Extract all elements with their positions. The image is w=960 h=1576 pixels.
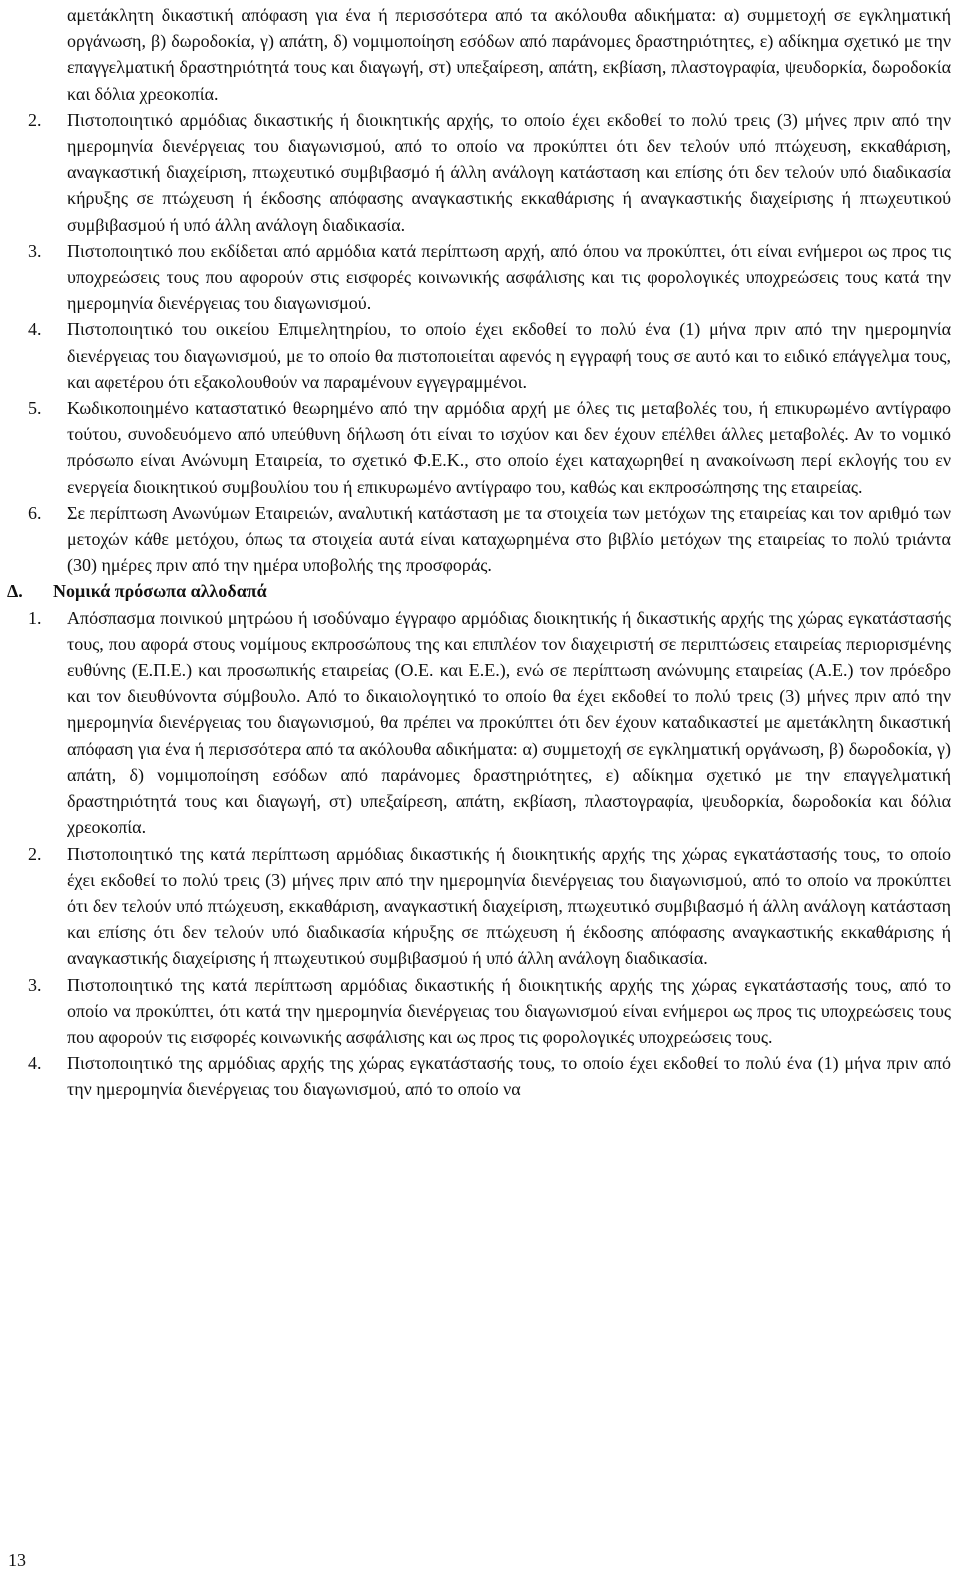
list-item-number: 2. <box>28 109 42 130</box>
list-item-text: Πιστοποιητικό της αρμόδιας αρχής της χώρας εγκατάστασής τους, το οποίο έχει εκδοθεί το πολύ ένα (1) μήνα πριν από την ημερομηνία διενέργειας του διαγωνισμού, από το οποίο να <box>67 1053 951 1100</box>
list-item <box>28 316 951 395</box>
list-item <box>28 500 951 579</box>
list-item-number: 2. <box>28 843 42 864</box>
list-d <box>28 605 951 1103</box>
list-item-number: 6. <box>28 502 42 523</box>
list-item-number: 4. <box>28 319 42 340</box>
list-item-text: Σε περίπτωση Ανωνύμων Εταιρειών, αναλυτική κατάσταση με τα στοιχεία των μετόχων της εταιρείας και τον αριθμό των μετοχών κάθε μετόχου, όπως τα στοιχεία αυτά είναι καταχωρημένα στο βιβλίο μετόχων της εταιρείας το πολύ τριάντα (30) ημέρες πριν από την ημέρα υποβολής της προσφοράς. <box>67 502 951 576</box>
list-item <box>28 972 951 1051</box>
page-number: 13 <box>8 1550 26 1570</box>
section-heading <box>7 578 951 604</box>
list-item-number: 4. <box>28 1053 42 1074</box>
list-item-text: Πιστοποιητικό του οικείου Επιμελητηρίου, το οποίο έχει εκδοθεί το πολύ ένα (1) μήνα πριν από την ημερομηνία διενέργειας του διαγωνισμού, με το οποίο θα πιστοποιείται αφενός η εγγραφή τους σε αυτό και το ειδικό επάγγελμα τους, και αφετέρου ότι εξακολουθούν να παραμένουν εγγεγραμμένοι. <box>67 319 951 392</box>
list-item <box>28 238 951 317</box>
list-item <box>28 395 951 500</box>
list-item-number: 3. <box>28 974 42 995</box>
list-item-number: 5. <box>28 398 42 419</box>
list-item-number: 1. <box>28 607 42 628</box>
list-item <box>28 107 951 238</box>
intro-paragraph: αμετάκλητη δικαστική απόφαση για ένα ή περισσότερα από τα ακόλουθα αδικήματα: α) συμμετοχή σε εγκληματική οργάνωση, β) δωροδοκία, γ) απάτη, δ) νομιμοποίηση εσόδων από παράνομες δραστηριότητες, ε) αδίκημα σχετικό με την επαγγελματική δραστηριότητά τους και διαγωγή, στ) υπεξαίρεση, απάτη, εκβίαση, πλαστογραφία, ψευδορκία, δωροδοκία και δόλια χρεοκοπία. <box>67 5 951 104</box>
list-item-text: Πιστοποιητικό που εκδίδεται από αρμόδια κατά περίπτωση αρχή, από όπου να προκύπτει, ότι είναι ενήμεροι ως προς τις υποχρεώσεις τους που αφορούν στις εισφορές κοινωνικής ασφάλισης και τις φορολογικές υποχρεώσεις τους κατά την ημερομηνία διενέργειας του διαγωνισμού. <box>67 240 951 314</box>
list-item-text: Πιστοποιητικό αρμόδιας δικαστικής ή διοικητικής αρχής, το οποίο έχει εκδοθεί το πολύ τρεις (3) μήνες πριν από την ημερομηνία διενέργειας του διαγωνισμού, από το οποίο να προκύπτει ότι δεν τελούν υπό πτώχευση, εκκαθάριση, αναγκαστική διαχείριση, πτωχευτικό συμβιβασμό ή άλλη ανάλογη κατάσταση και επίσης ότι δεν τελούν υπό διαδικασία κήρυξης σε πτώχευση ή έκδοσης απόφασης αναγκαστικής εκκαθάρισης ή αναγκαστικής διαχείρισης ή πτωχευτικού συμβιβασμού ή υπό άλλη ανάλογη διαδικασία. <box>67 109 951 235</box>
list-c <box>28 107 951 579</box>
section-letter: Δ. <box>7 581 23 602</box>
list-item <box>28 605 951 841</box>
list-item <box>28 841 951 972</box>
list-item-text: Κωδικοποιημένο καταστατικό θεωρημένο από την αρμόδια αρχή με όλες τις μεταβολές του, ή επικυρωμένο αντίγραφο τούτου, συνοδευόμενο από υπεύθυνη δήλωση ότι είναι το ισχύον και δεν έχουν επέλθει άλλες μεταβολές. Αν το νομικό πρόσωπο είναι Ανώνυμη Εταιρεία, το σχετικό Φ.Ε.Κ., στο οποίο έχει καταχωρηθεί η ανακοίνωση περί εκλογής του εν ενεργεία διοικητικού συμβουλίου του ή επικυρωμένο αντίγραφο του, καθώς και εκπροσώπησης της εταιρείας. <box>67 398 951 497</box>
list-item-text: Πιστοποιητικό της κατά περίπτωση αρμόδιας δικαστικής ή διοικητικής αρχής της χώρας εγκατάστασής τους, από το οποίο να προκύπτει, ότι κατά την ημερομηνία διενέργειας του διαγωνισμού είναι ενήμεροι ως προς τις υποχρεώσεις τους που αφορούν τις εισφορές κοινωνικής ασφάλισης και ως προς τις φορολογικές υποχρεώσεις τους. <box>67 974 951 1047</box>
list-item-number: 3. <box>28 240 42 261</box>
list-item <box>28 1050 951 1102</box>
list-item-text: Πιστοποιητικό της κατά περίπτωση αρμόδιας δικαστικής ή διοικητικής αρχής της χώρας εγκατάστασής τους, το οποίο έχει εκδοθεί το πολύ τρεις (3) μήνες πριν από την ημερομηνία διενέργειας του διαγωνισμού, από το οποίο να προκύπτει ότι δεν τελούν υπό πτώχευση, εκκαθάριση, αναγκαστική διαχείριση, πτωχευτικό συμβιβασμό ή άλλη ανάλογη κατάσταση και επίσης ότι δεν τελούν υπό διαδικασία κήρυξης σε πτώχευση ή έκδοσης απόφασης αναγκαστικής εκκαθάρισης ή αναγκαστικής διαχείρισης ή πτωχευτικού συμβιβασμού ή υπό άλλη ανάλογη διαδικασία. <box>67 843 951 969</box>
document-body <box>7 2 951 1103</box>
section-title: Νομικά πρόσωπα αλλοδαπά <box>53 581 267 602</box>
list-item-text: Απόσπασμα ποινικού μητρώου ή ισοδύναμο έγγραφο αρμόδιας διοικητικής ή δικαστικής αρχής της χώρας εγκατάστασής τους, που αφορά στους νομίμους εκπροσώπους της και επιπλέον τον διαχειριστή σε περιπτώσεις εταιρείας περιορισμένης ευθύνης (Ε.Π.Ε.) και προσωπικής εταιρείας (Ο.Ε. και Ε.Ε.), ενώ σε περίπτωση ανώνυμης εταιρείας (Α.Ε.) τον πρόεδρο και τον διευθύνοντα σύμβουλο. Από το δικαιολογητικό το οποίο θα έχει εκδοθεί το πολύ τρεις (3) μήνες πριν από την ημερομηνία διενέργειας του διαγωνισμού, θα πρέπει να προκύπτει ότι δεν έχουν καταδικαστεί με αμετάκλητη δικαστική απόφαση για ένα ή περισσότερα από τα ακόλουθα αδικήματα: α) συμμετοχή σε εγκληματική οργάνωση, β) δωροδοκία, γ) απάτη, δ) νομιμοποίηση εσόδων από παράνομες δραστηριότητες, ε) αδίκημα σχετικό με την επαγγελματική δραστηριότητά τους και διαγωγή, στ) υπεξαίρεση, απάτη, εκβίαση, πλαστογραφία, ψευδορκία, δωροδοκία και δόλια χρεοκοπία. <box>67 607 951 838</box>
